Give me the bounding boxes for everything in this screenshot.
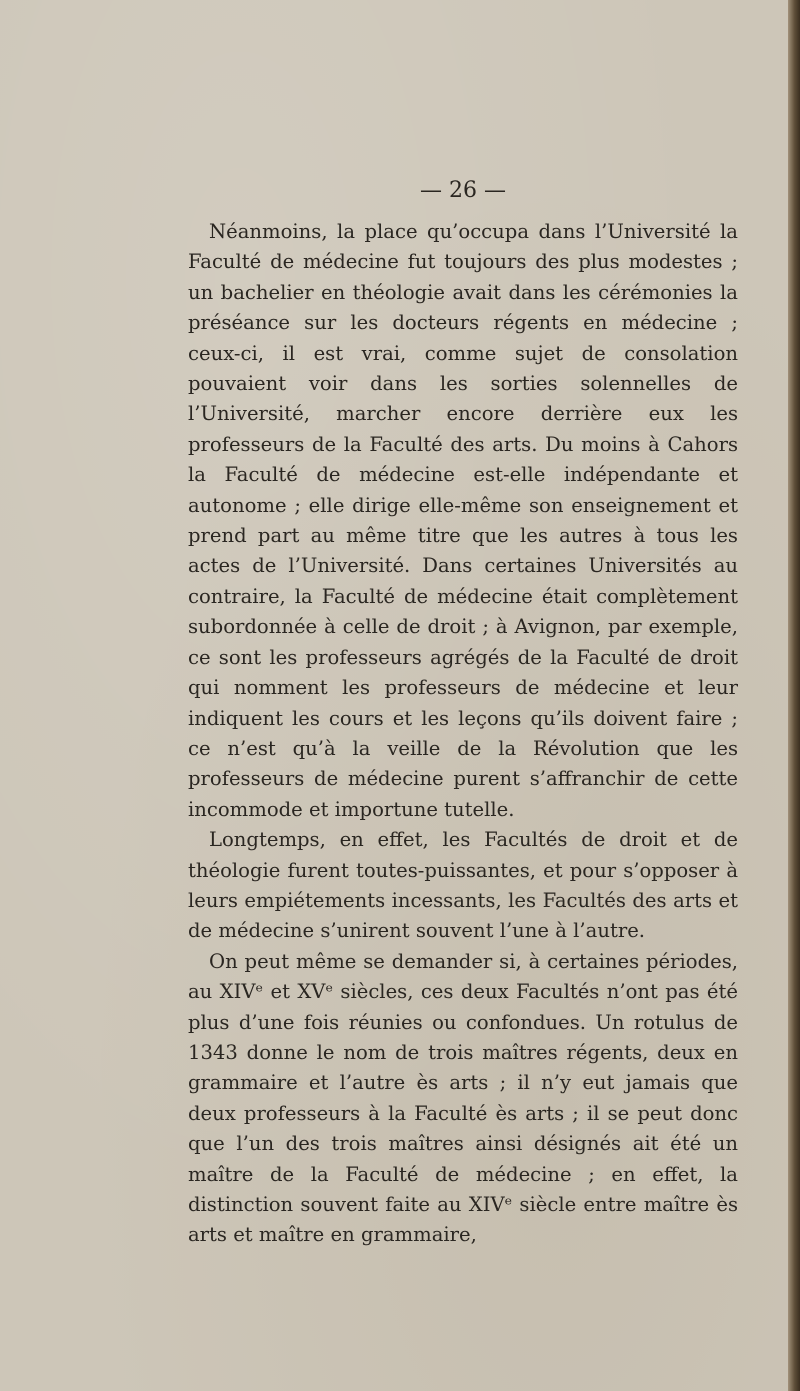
paragraph-2: Longtemps, en effet, les Facultés de droit et de théologie furent toutes-puissantes, et pour s’opposer à leurs empiétements incessants, les Facultés des arts et de médecine s’unirent souvent l’une à l’autre. xyxy=(188,828,738,943)
page-edge xyxy=(788,0,800,1391)
page-number: — 26 — xyxy=(420,178,506,203)
paragraph-3: On peut même se demander si, à certaines périodes, au XIVᵉ et XVᵉ siècles, ces deux Facultés n’ont pas été plus d’une fois réunies ou confondues. Un rotulus de 1343 donne le nom de trois maîtres régents, deux en grammaire et l’autre ès arts ; il n’y eut jamais que deux professeurs à la Faculté ès arts ; il se peut donc que l’un des trois maîtres ainsi désignés ait été un maître de la Faculté de médecine ; en effet, la distinction souvent faite au XIVᵉ siècle entre maître ès arts et maître en grammaire, xyxy=(188,949,738,1247)
body-text xyxy=(188,217,738,1251)
paragraph-1: Néanmoins, la place qu’occupa dans l’Université la Faculté de médecine fut toujours des plus modestes ; un bachelier en théologie avait dans les cérémonies la préséance sur les docteurs régents en médecine ; ceux-ci, il est vrai, comme sujet de consolation pouvaient voir dans les sorties solennelles de l’Université, marcher encore derrière eux les professeurs de la Faculté des arts. Du moins à Cahors la Faculté de médecine est-elle indépendante et autonome ; elle dirige elle-même son enseignement et prend part au même titre que les autres à tous les actes de l’Université. Dans certaines Universités au contraire, la Faculté de médecine était complètement subordonnée à celle de droit ; à Avignon, par exemple, ce sont les professeurs agrégés de la Faculté de droit qui nomment les professeurs de médecine et leur indiquent les cours et les leçons qu’ils doivent faire ; ce n’est qu’à la veille de la Révolution que les professeurs de médecine purent s’affranchir de cette incommode et importune tutelle. xyxy=(188,220,738,821)
